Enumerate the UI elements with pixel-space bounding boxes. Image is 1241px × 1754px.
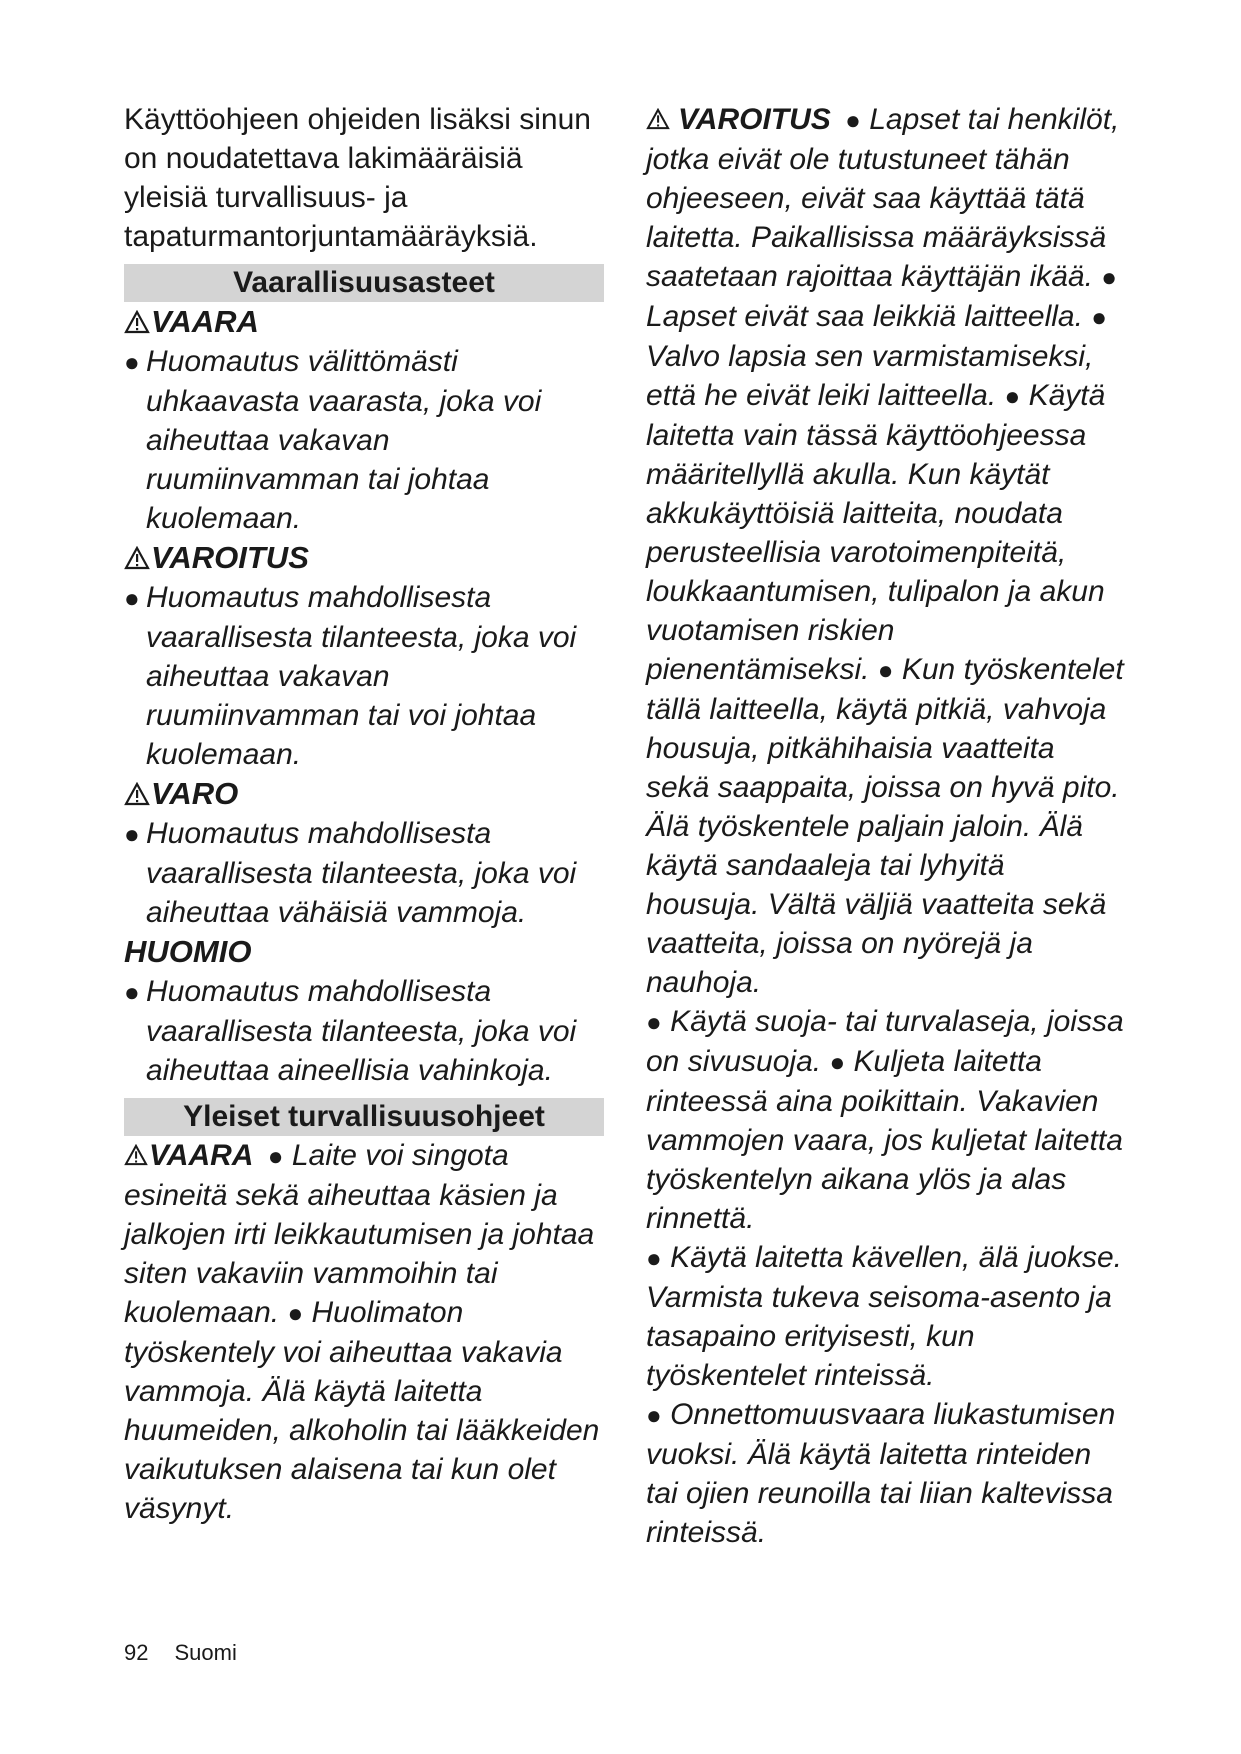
bullet-dot: ● [1004, 381, 1021, 411]
level-varo [124, 774, 604, 814]
level-huomio-label: HUOMIO [124, 934, 252, 969]
level-vaara [124, 302, 604, 342]
bullet-dot: ● [646, 1243, 662, 1273]
level-varoitus-label: VAROITUS [151, 540, 309, 575]
right-text-3: Valvo lapsia sen varmistamiseksi, että he eivät leiki laitteella. [646, 340, 1094, 412]
warning-triangle-icon [124, 782, 150, 806]
right-glasses-paragraph [646, 1002, 1126, 1238]
right-text-4: Käytä laitetta vain tässä käyttöohjeessa määritellyllä akulla. Kun käytät akkukäyttöisiä laitteita, noudata perusteellisia varotoimenpiteitä, loukkaantumisen, tulipalon ja akun vuotamisen riskien pienentämiseksi. [646, 379, 1106, 686]
left-column [124, 100, 604, 1528]
general-text-2: Huolimaton työskentely voi aiheuttaa vakavia vammoja. Älä käytä laitetta huumeiden, alkoholin tai lääkkeiden vaikutuksen alaisena tai kun olet väsynyt. [124, 1296, 600, 1525]
bullet-dot: ● [124, 977, 140, 1007]
level-varo-label: VARO [151, 776, 239, 811]
right-text-5: Kun työskentelet tällä laitteella, käytä pitkiä, vahvoja housuja, pitkähihaisia vaatteita sekä saappaita, joissa on hyvä pito. Älä työskentele paljain jaloin. Älä käytä sandaaleja tai lyhyitä housuja. Vältä väljiä vaatteita sekä vaatteita, joissa on nyörejä ja nauhoja. [646, 653, 1124, 999]
bullet-dot: ● [267, 1141, 284, 1171]
warning-triangle-icon [124, 310, 150, 334]
level-vaara-text: ● Huomautus välittömästi uhkaavasta vaarasta, joka voi aiheuttaa vakavan ruumiinvamman tai johtaa kuolemaan. [124, 345, 542, 535]
general-safety-paragraph [124, 1136, 604, 1528]
bullet-dot: ● [877, 655, 894, 685]
bullet-dot: ● [287, 1298, 304, 1328]
warning-triangle-icon [124, 1144, 148, 1166]
bullet-dot: ● [646, 1007, 662, 1037]
bullet-dot: ● [124, 583, 140, 613]
right-text-1: Lapset tai henkilöt, jotka eivät ole tutustuneet tähän ohjeeseen, eivät saa käyttää tätä laitetta. Paikallisissa määräyksissä saatetaan rajoittaa käyttäjän ikää. [646, 103, 1120, 293]
right-text-7: Kuljeta laitetta rinteessä aina poikittain. Vakavien vammojen vaara, jos kuljetat laitetta työskentelyn aikana ylös ja alas rinnettä. [646, 1045, 1123, 1235]
general-safety-header: Yleiset turvallisuusohjeet [124, 1098, 604, 1136]
right-varoitus-label: VAROITUS [678, 103, 831, 136]
level-huomio-text: ● Huomautus mahdollisesta vaarallisesta tilanteesta, joka voi aiheuttaa aineellisia vahinkoja. [124, 975, 577, 1087]
warning-triangle-icon [124, 546, 150, 570]
page-number: 92 [124, 1640, 149, 1665]
right-text-6: Käytä suoja- tai turvalaseja, joissa on sivusuoja. [646, 1005, 1124, 1078]
right-walk-paragraph [646, 1238, 1126, 1395]
language-label: Suomi [174, 1640, 237, 1665]
level-varoitus [124, 538, 604, 578]
bullet-dot: ● [124, 347, 140, 377]
level-huomio [124, 932, 604, 972]
level-vaara-label: VAARA [151, 304, 259, 339]
general-vaara-label: VAARA [149, 1139, 254, 1172]
level-varoitus-text: ● Huomautus mahdollisesta vaarallisesta tilanteesta, joka voi aiheuttaa vakavan ruumiinvamman tai voi johtaa kuolemaan. [124, 581, 577, 771]
right-text-8: Käytä laitetta kävellen, älä juokse. Varmista tukeva seisoma-asento ja tasapaino erityisesti, kun työskentelet rinteissä. [646, 1241, 1122, 1392]
bullet-dot: ● [1091, 302, 1107, 332]
page-footer [124, 1640, 237, 1666]
bullet-dot: ● [845, 105, 861, 135]
right-slip-paragraph [646, 1395, 1126, 1552]
right-text-9: Onnettomuusvaara liukastumisen vuoksi. Älä käytä laitetta rinteiden tai ojien reunoilla tai liian kaltevissa rinteissä. [646, 1398, 1116, 1549]
hazard-levels-header: Vaarallisuusasteet [124, 264, 604, 302]
right-text-2: Lapset eivät saa leikkiä laitteella. [646, 300, 1083, 333]
right-warning-paragraph [646, 100, 1126, 1002]
bullet-dot: ● [124, 819, 140, 849]
intro-paragraph: Käyttöohjeen ohjeiden lisäksi sinun on noudatettava lakimääräisiä yleisiä turvallisuus- ja tapaturmantorjuntamääräyksiä. [124, 103, 591, 253]
warning-triangle-icon [646, 108, 670, 130]
right-column [646, 100, 1126, 1552]
general-text-1: Laite voi singota esineitä sekä aiheuttaa käsien ja jalkojen irti leikkautumisen ja johtaa siten vakaviin vammoihin tai kuolemaan. [124, 1139, 595, 1329]
bullet-dot: ● [829, 1047, 846, 1077]
bullet-dot: ● [646, 1400, 662, 1430]
bullet-dot: ● [1101, 262, 1118, 292]
level-varo-text: ● Huomautus mahdollisesta vaarallisesta tilanteesta, joka voi aiheuttaa vähäisiä vammoja. [124, 817, 577, 929]
